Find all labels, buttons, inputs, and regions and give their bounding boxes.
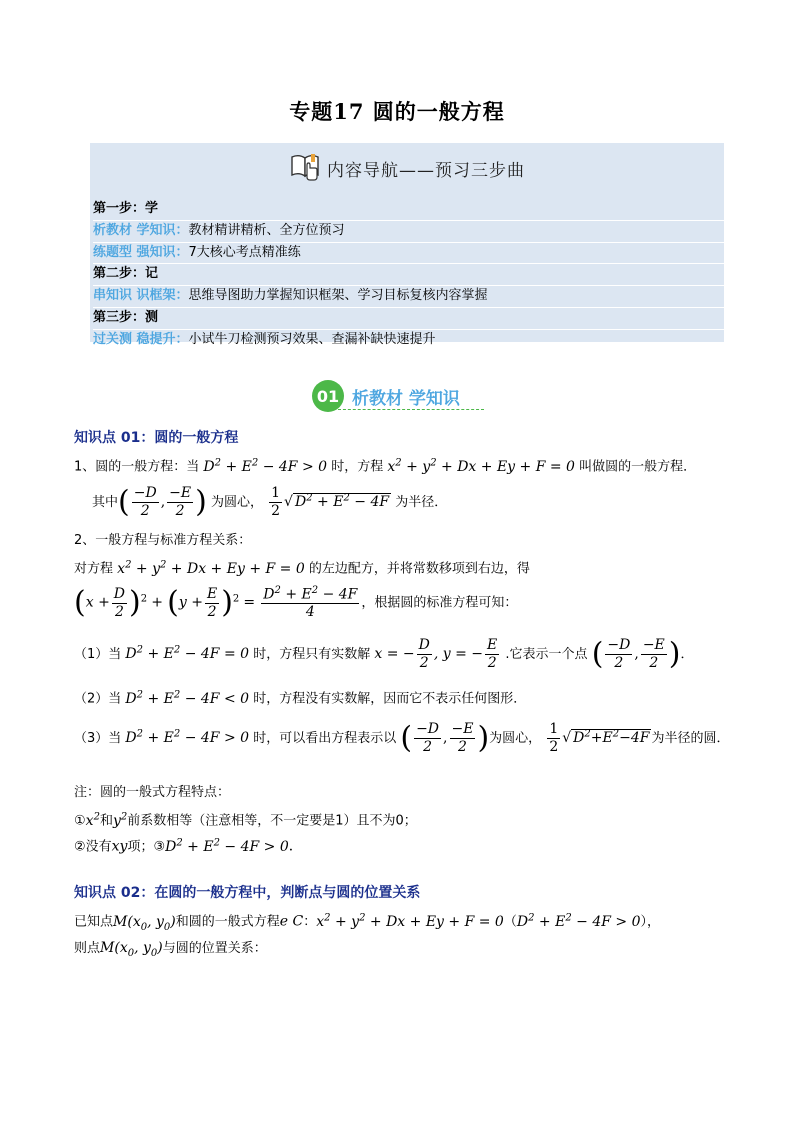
formula: $D^2 + E^2 - 4F = 0$ bbox=[125, 644, 250, 662]
main-content bbox=[74, 428, 730, 966]
text: 的左边配方，并将常数移项到右边，得 bbox=[308, 561, 530, 577]
nav-item-desc: 7大核心考点精准练 bbox=[188, 244, 301, 260]
text: （3）当 bbox=[74, 730, 122, 746]
nav-item-desc: 教材精讲精析、全方位预习 bbox=[188, 222, 345, 238]
text: （1）当 bbox=[74, 646, 122, 662]
section-title: 析教材 学知识 bbox=[352, 388, 460, 409]
formula: $y^2$ bbox=[112, 811, 128, 829]
formula: 2 bbox=[140, 593, 148, 605]
kp1-line-4 bbox=[74, 557, 724, 585]
nav-item-label: 过关测 稳提升： bbox=[93, 331, 189, 347]
formula: ( bbox=[400, 720, 413, 756]
formula: xy bbox=[111, 838, 128, 855]
nav-item-desc: 思维导图助力掌握知识框架、学习目标复核内容掌握 bbox=[188, 288, 488, 304]
formula: = bbox=[243, 594, 256, 611]
book-pointer-icon bbox=[289, 151, 323, 185]
kp1-case-2 bbox=[74, 687, 724, 717]
nav-item-label: 练题型 强知识： bbox=[93, 244, 189, 260]
formula: $\frac{D}{2}$ bbox=[418, 637, 430, 671]
text: 时，方程 bbox=[331, 459, 384, 475]
formula: ) bbox=[221, 585, 233, 621]
section-underline bbox=[338, 409, 484, 410]
formula: $D^2 + E^2 - 4F > 0$ bbox=[165, 837, 289, 855]
text: ： bbox=[303, 914, 317, 930]
formula: 2 bbox=[232, 593, 240, 605]
formula: $\frac{-D}{2}$ bbox=[133, 485, 157, 519]
formula: , y = − bbox=[433, 645, 484, 662]
knowledge-point-02-heading: 知识点 02：在圆的一般方程中，判断点与圆的位置关系 bbox=[74, 885, 421, 901]
text: 和圆的一般式方程 bbox=[175, 914, 280, 930]
formula: $x^2 + y^2 + Dx + Ey + F = 0$ bbox=[387, 457, 575, 475]
formula: ) bbox=[129, 585, 141, 621]
nav-item bbox=[93, 243, 724, 265]
kp1-case-3 bbox=[74, 720, 730, 771]
nav-header-text: 内容导航——预习三步曲 bbox=[327, 160, 525, 181]
kp1-line-5 bbox=[74, 585, 724, 633]
text: 叫做圆的一般方程． bbox=[579, 459, 697, 475]
text: （ bbox=[503, 914, 517, 930]
nav-step-1: 第一步：学 bbox=[93, 199, 724, 221]
nav-item-label: 析教材 学知识： bbox=[93, 222, 189, 238]
formula: $\frac{D^2 + E^2 - 4F}{4}$ bbox=[263, 585, 358, 621]
formula: $x^2 + y^2 + Dx + Ey + F = 0$ bbox=[316, 912, 504, 930]
kp2-line-2 bbox=[74, 938, 724, 966]
text: 前系数相等（注意相等，不一定要是1）且不为0； bbox=[127, 813, 417, 829]
text: ）， bbox=[640, 914, 661, 930]
text: （2）当 bbox=[74, 691, 122, 707]
formula: $\frac{1}{2}$ bbox=[271, 485, 281, 519]
formula: ( bbox=[118, 484, 130, 520]
formula: ) bbox=[477, 720, 490, 756]
formula: ( bbox=[591, 636, 604, 672]
formula: $M(x_0$, $y_0$) bbox=[113, 913, 176, 933]
kp2-line-1 bbox=[74, 910, 724, 938]
formula: $\frac{E}{2}$ bbox=[206, 585, 218, 620]
text: .它表示一个点 bbox=[505, 646, 588, 662]
text: 为半径． bbox=[395, 494, 448, 510]
formula: y + bbox=[178, 594, 203, 611]
formula: √ $D^2+E^2-4F$ bbox=[562, 728, 650, 746]
formula: $D^2 + E^2 - 4F < 0$ bbox=[125, 689, 250, 707]
formula: ( bbox=[74, 585, 86, 621]
formula: + bbox=[151, 594, 163, 611]
formula: $D^2 + E^2 - 4F > 0$ bbox=[203, 457, 328, 475]
formula: e C bbox=[279, 913, 304, 930]
page-title: 专题17 圆的一般方程 bbox=[289, 99, 505, 124]
formula: $\frac{1}{2}$ bbox=[549, 721, 559, 755]
text: 已知点 bbox=[74, 914, 114, 930]
section-number-badge: 01 bbox=[312, 380, 344, 412]
formula: , bbox=[634, 645, 639, 662]
formula: $x^2$ bbox=[85, 811, 100, 829]
text: 时，方程没有实数解，因而它不表示任何图形． bbox=[253, 691, 527, 707]
text: 为圆心， bbox=[489, 730, 542, 746]
text: 1、圆的一般方程：当 bbox=[74, 459, 200, 475]
formula: , bbox=[443, 729, 448, 746]
formula: $\frac{-D}{2}$ bbox=[607, 637, 631, 671]
nav-item bbox=[93, 221, 724, 243]
nav-item bbox=[93, 330, 724, 352]
section-header bbox=[312, 380, 460, 412]
nav-header bbox=[90, 143, 724, 193]
formula: ) bbox=[668, 636, 681, 672]
kp1-case-1 bbox=[74, 637, 724, 683]
formula: ) bbox=[195, 484, 207, 520]
text: ，根据圆的标准方程可知： bbox=[361, 595, 518, 611]
text: ②没有 bbox=[74, 839, 112, 855]
nav-rows bbox=[90, 193, 724, 352]
kp1-note: 注：圆的一般式方程特点： bbox=[74, 785, 231, 800]
kp1-line-1 bbox=[74, 455, 724, 481]
text: ① bbox=[74, 813, 86, 829]
text: 对方程 bbox=[74, 561, 114, 577]
text: 和 bbox=[99, 813, 113, 829]
formula: $D^2 + E^2 - 4F > 0$ bbox=[516, 912, 641, 930]
formula: $D^2 + E^2 - 4F > 0$ bbox=[125, 728, 250, 746]
formula: √ $D^2 + E^2 - 4F$ bbox=[284, 492, 390, 510]
formula: $\frac{-D}{2}$ bbox=[416, 721, 440, 755]
nav-item-label: 串知识 识框架： bbox=[93, 288, 189, 304]
kp1-note-2 bbox=[74, 835, 724, 861]
text: 与圆的位置关系： bbox=[162, 941, 267, 956]
kp1-note-1 bbox=[74, 809, 724, 835]
formula: x + bbox=[85, 594, 110, 611]
nav-step-3: 第三步：测 bbox=[93, 308, 724, 330]
formula: ( bbox=[167, 585, 179, 621]
nav-step-2: 第二步：记 bbox=[93, 264, 724, 286]
formula: , bbox=[160, 493, 166, 510]
text: 为半径的圆． bbox=[651, 730, 730, 746]
formula: $\frac{D}{2}$ bbox=[113, 585, 126, 620]
nav-item bbox=[93, 286, 724, 308]
formula: x = − bbox=[374, 645, 415, 662]
formula: ． bbox=[288, 838, 303, 855]
text: 项；③ bbox=[127, 839, 166, 855]
kp1-line-2 bbox=[74, 485, 724, 529]
kp1-line-3: 2、一般方程与标准方程关系： bbox=[74, 533, 252, 548]
formula: $x^2 + y^2 + Dx + Ey + F = 0$ bbox=[117, 559, 305, 577]
formula: $\frac{-E}{2}$ bbox=[169, 485, 192, 519]
text: 为圆心， bbox=[210, 494, 263, 510]
formula: $\frac{E}{2}$ bbox=[487, 637, 498, 671]
content-navigation-box bbox=[90, 143, 724, 347]
formula: $\frac{-E}{2}$ bbox=[642, 637, 665, 671]
text: 时，可以看出方程表示以 bbox=[253, 730, 397, 746]
knowledge-point-01-heading: 知识点 01：圆的一般方程 bbox=[74, 430, 239, 446]
text: ． bbox=[680, 646, 694, 662]
text: 则点 bbox=[74, 941, 101, 956]
text: 时，方程只有实数解 bbox=[253, 646, 371, 662]
nav-item-desc: 小试牛刀检测预习效果、查漏补缺快速提升 bbox=[188, 331, 436, 347]
formula: $\frac{-E}{2}$ bbox=[451, 721, 474, 755]
text: 其中 bbox=[92, 494, 119, 510]
formula: $M(x_0$, $y_0$) bbox=[100, 940, 163, 959]
